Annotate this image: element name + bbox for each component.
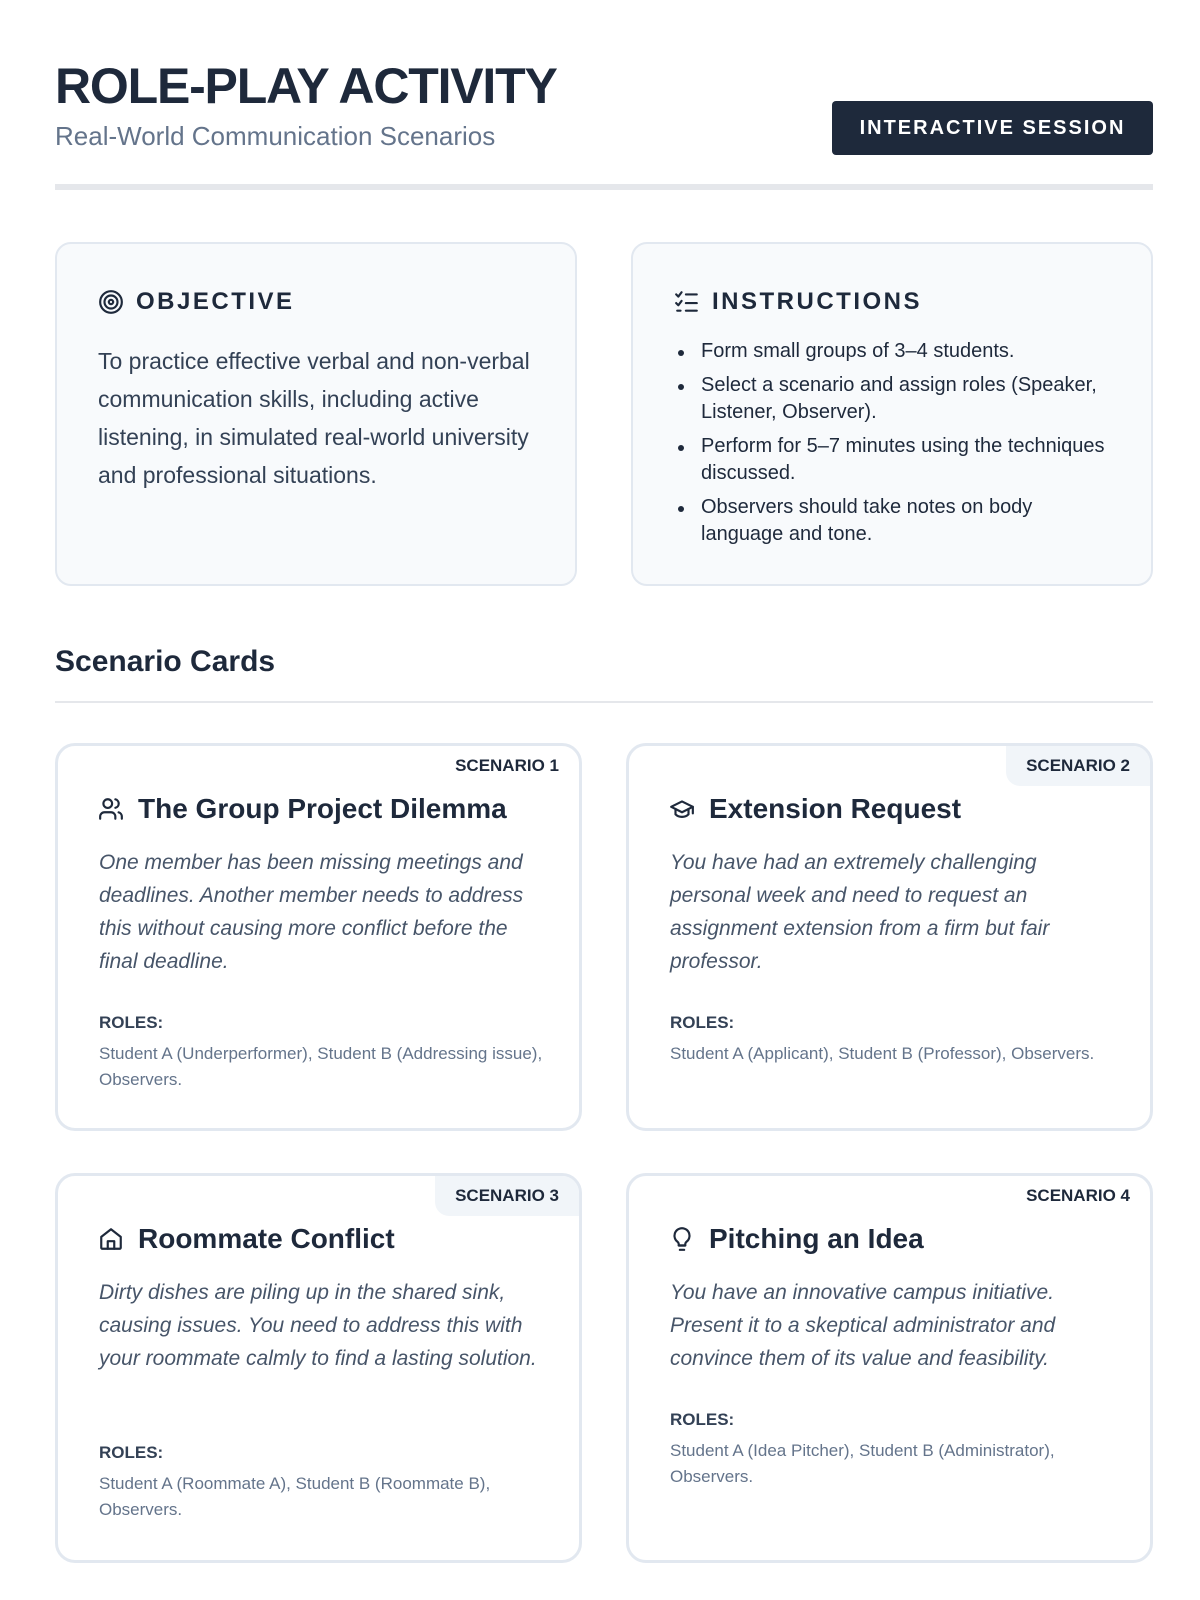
target-icon — [98, 289, 124, 315]
scenario-card-3 — [55, 1173, 582, 1563]
instructions-heading — [674, 288, 922, 316]
scenario-tag: SCENARIO 4 — [1026, 1186, 1130, 1205]
scenario-title: Pitching an Idea — [709, 1223, 924, 1254]
section-divider — [55, 701, 1153, 703]
roles-label: ROLES: — [670, 1013, 735, 1032]
roles-label: ROLES: — [99, 1013, 164, 1032]
scenario-card-1 — [55, 743, 582, 1131]
instructions-panel — [631, 242, 1153, 586]
scenario-heading — [98, 1222, 395, 1256]
objective-title: OBJECTIVE — [136, 288, 295, 315]
scenario-title: The Group Project Dilemma — [138, 793, 507, 824]
roles-text: Student A (Underperformer), Student B (Addressing issue), Observers. — [99, 1044, 543, 1089]
graduation-cap-icon — [669, 796, 695, 822]
instructions-list — [674, 338, 1114, 555]
scenario-tag: SCENARIO 3 — [435, 1176, 579, 1216]
roles-text: Student A (Idea Pitcher), Student B (Administrator), Observers. — [670, 1441, 1055, 1486]
scenario-heading — [98, 792, 507, 826]
scenario-card-4 — [626, 1173, 1153, 1563]
scenario-tag: SCENARIO 1 — [455, 756, 559, 775]
scenario-cards-heading: Scenario Cards — [55, 645, 276, 678]
objective-heading — [98, 288, 295, 316]
lightbulb-icon — [669, 1226, 695, 1252]
roles-label: ROLES: — [99, 1443, 164, 1462]
instruction-item: Form small groups of 3–4 students. — [674, 338, 1114, 365]
instruction-item: Observers should take notes on body language and tone. — [674, 494, 1114, 548]
scenario-description: You have an innovative campus initiative. Present it to a skeptical administrator and convince them of its value and feasibility. — [670, 1281, 1056, 1370]
scenario-heading — [669, 1222, 924, 1256]
objective-text: To practice effective verbal and non-verbal communication skills, including active listening, in simulated real-world university and professional situations. — [98, 348, 530, 488]
scenario-heading — [669, 792, 961, 826]
scenario-card-2 — [626, 743, 1153, 1131]
scenario-description: Dirty dishes are piling up in the shared sink, causing issues. You need to address this with your roommate calmly to find a lasting solution. — [99, 1281, 537, 1370]
page-subtitle: Real-World Communication Scenarios — [55, 121, 496, 151]
instructions-title: INSTRUCTIONS — [712, 288, 922, 315]
scenario-title: Roommate Conflict — [138, 1223, 395, 1254]
scenario-description: You have had an extremely challenging personal week and need to request an assignment extension from a firm but fair professor. — [670, 851, 1050, 973]
objective-panel — [55, 242, 577, 586]
scenario-tag: SCENARIO 2 — [1006, 746, 1150, 786]
page-header — [55, 52, 1153, 190]
scenario-title: Extension Request — [709, 793, 962, 824]
checklist-icon — [674, 289, 700, 315]
roles-text: Student A (Applicant), Student B (Professor), Observers. — [670, 1044, 1095, 1063]
session-badge: INTERACTIVE SESSION — [832, 101, 1153, 155]
instruction-item: Select a scenario and assign roles (Speaker, Listener, Observer). — [674, 372, 1114, 426]
roles-label: ROLES: — [670, 1410, 735, 1429]
users-icon — [98, 796, 124, 822]
scenario-description: One member has been missing meetings and deadlines. Another member needs to address this without causing more conflict before the final deadline. — [99, 851, 524, 973]
home-icon — [98, 1226, 124, 1252]
roles-text: Student A (Roommate A), Student B (Roommate B), Observers. — [99, 1474, 491, 1519]
page-title: ROLE-PLAY ACTIVITY — [55, 58, 557, 114]
instruction-item: Perform for 5–7 minutes using the techniques discussed. — [674, 433, 1114, 487]
